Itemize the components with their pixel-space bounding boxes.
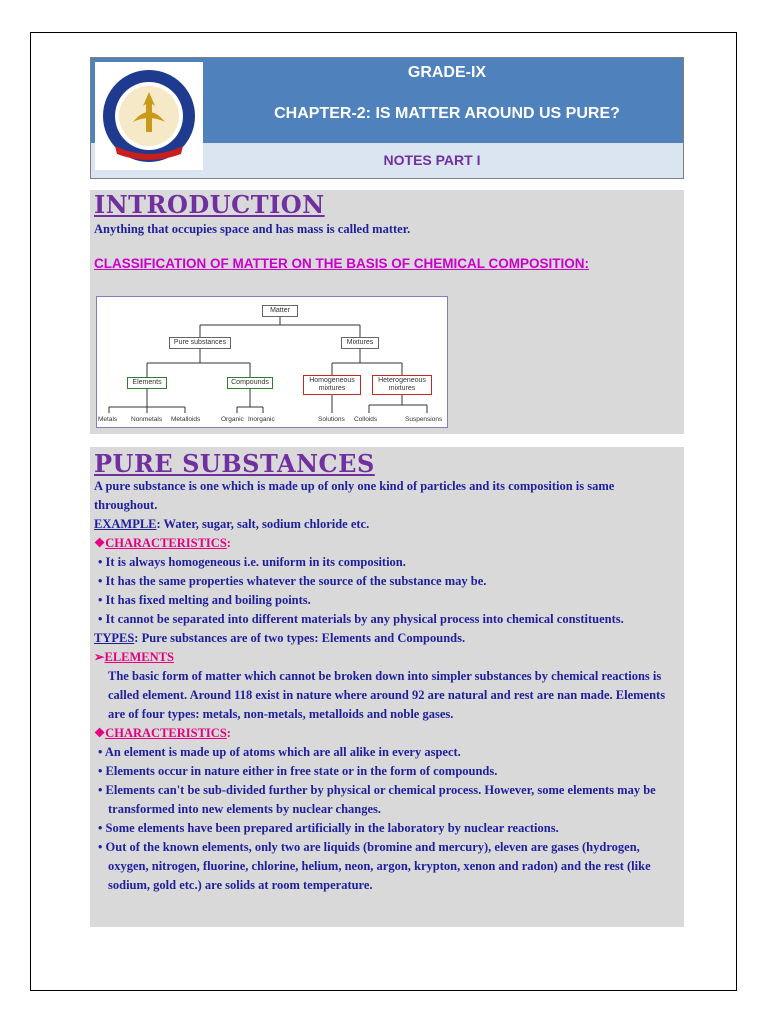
pure-substances-heading: PURE SUBSTANCES [94,449,375,478]
bullet-icon: • [98,821,106,835]
bullet-icon: • [98,783,106,797]
types-label: TYPES [94,631,135,645]
element-characteristic-item: • Some elements have been prepared artificially in the laboratory by nuclear reactions. [98,821,559,835]
diamond-bullet-icon: ❖ [94,726,106,740]
characteristic-item: • It cannot be separated into different materials by any physical process into chemical constituents. [98,612,624,626]
types-text: : Pure substances are of two types: Elements and Compounds. [134,631,466,645]
elements-label: ELEMENTS [104,650,174,664]
diagram-node-elements: Elements [127,377,167,389]
bullet-icon: • [98,745,105,759]
elements-text: The basic form of matter which cannot be broken down into simpler substances by chemical reactions is called element. Around 118 exist in nature where around 92 are natural and rest are nan made. Elements are of four types: metals, non-metals, metalloids and noble gases. [108,669,666,721]
types-line [94,629,680,648]
example-label: EXAMPLE [94,517,157,531]
element-characteristic-item: • An element is made up of atoms which are all alike in every aspect. [98,745,461,759]
chapter-title: CHAPTER-2: IS MATTER AROUND US PURE? [274,105,620,122]
diagram-node-compounds: Compounds [227,377,273,389]
notes-subtitle: NOTES PART I [383,152,481,168]
pure-definition: A pure substance is one which is made up of only one kind of particles and its composition is same throughout. [94,479,615,512]
diagram-leaf-solutions: Solutions [318,416,345,423]
introduction-heading: INTRODUCTION [94,190,325,219]
characteristic-item: • It has fixed melting and boiling points. [98,593,311,607]
diagram-node-mixtures: Mixtures [341,337,379,349]
bullet-icon: • [98,555,106,569]
introduction-text: Anything that occupies space and has mass is called matter. [94,222,411,236]
diagram-node-homogeneous: Homogeneous mixtures [303,375,361,395]
example-text: : Water, sugar, salt, sodium chloride etc. [156,517,370,531]
elements-heading [94,648,680,667]
diagram-leaf-colloids: Colloids [354,416,378,423]
diagram-node-heterogeneous: Heterogeneous mixtures [372,375,432,395]
characteristic-item: • It has the same properties whatever the source of the substance may be. [98,574,487,588]
diagram-leaf-inorganic: Inorganic [248,416,275,423]
bullet-icon: • [98,593,106,607]
diagram-leaf-metals: Metals [98,416,118,423]
diagram-node-matter: Matter [262,305,298,317]
characteristics-heading-2: ❖CHARACTERISTICS: [94,724,680,743]
bullet-icon: • [98,574,106,588]
element-characteristic-item: • Out of the known elements, only two are liquids (bromine and mercury), eleven are gases (hydrogen, oxygen, nitrogen, fluorine, chlorine, helium, neon, argon, krypton, xenon and radon) and the rest (like sodium, gold etc.) are solids at room temperature. [98,840,651,892]
diagram-leaf-suspensions: Suspensions [405,416,443,423]
characteristics-heading: ❖CHARACTERISTICS: [94,534,680,553]
pure-substances-content [94,477,680,895]
pure-substances-section [90,447,684,927]
introduction-section [90,190,684,434]
matter-classification-diagram [96,296,448,428]
diagram-node-pure-substances: Pure substances [169,337,231,349]
classification-heading: CLASSIFICATION OF MATTER ON THE BASIS OF CHEMICAL COMPOSITION: [94,256,589,271]
diagram-leaf-organic: Organic [221,416,244,423]
diamond-bullet-icon: ❖ [94,536,106,550]
element-characteristic-item: • Elements can't be sub-divided further by physical or chemical process. However, some elements may be transformed into new elements by nuclear changes. [98,783,656,816]
bullet-icon: • [98,612,106,626]
diagram-leaf-metalloids: Metalloids [171,416,201,423]
bullet-icon: • [98,840,106,854]
diagram-leaf-nonmetals: Nonmetals [131,416,163,423]
example-line [94,515,680,534]
grade-title: GRADE-IX [407,64,487,81]
bullet-icon: • [98,764,106,778]
characteristics-label: CHARACTERISTICS [105,536,227,550]
characteristics-label-2: CHARACTERISTICS [105,726,227,740]
document-header [90,57,684,179]
element-characteristic-item: • Elements occur in nature either in free state or in the form of compounds. [98,764,498,778]
characteristic-item: • It is always homogeneous i.e. uniform in its composition. [98,555,406,569]
arrow-bullet-icon: ➢ [94,650,105,664]
